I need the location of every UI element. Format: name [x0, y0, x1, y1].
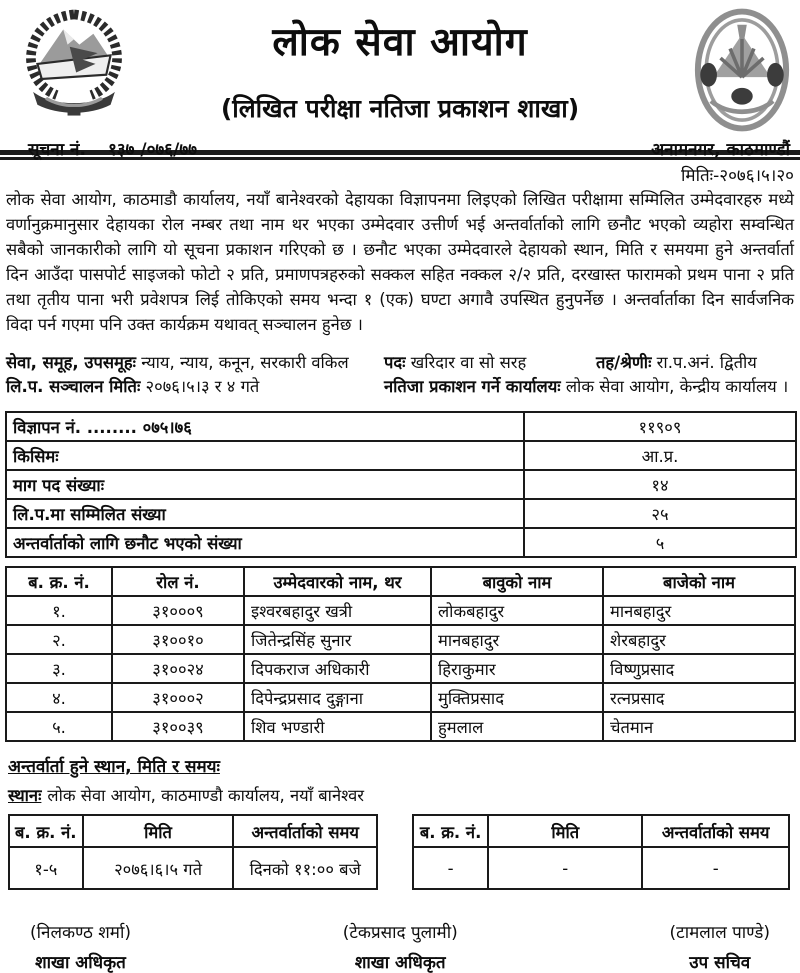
- column-header: बाजेको नाम: [603, 567, 795, 596]
- father-name: मानबहादुर: [431, 625, 603, 654]
- roll-no: ३१०००२: [112, 683, 244, 712]
- table-row: [413, 847, 789, 889]
- signatory-name: (निलकण्ठ शर्मा): [30, 923, 131, 943]
- serial-no: ४.: [6, 683, 112, 712]
- column-header: मिति: [83, 815, 234, 847]
- column-header: मिति: [488, 815, 642, 847]
- serial-no: ३.: [6, 654, 112, 683]
- notice-body-paragraph: लोक सेवा आयोग, काठमाडौ कार्यालय, नयाँ बानेश्वरको देहायका विज्ञापनमा लिइएको लिखित परीक्षामा सम्मिलित उम्मेदवारहरु मध्ये वर्णानुक्रमानुसार देहायका रोल नम्बर तथा नाम थर भएका उम्मेदवार उत्तीर्ण भई अन्तर्वार्ताको लागि छनौट भएको व्यहोरा सम्वन्धित सबैको जानकारीको लागि यो सूचना प्रकाशन गरिएको छ । छनौट भएका उम्मेदवारले देहायको स्थान, मिति र समयमा हुने अन्तर्वार्ता दिन आउँदा पासपोर्ट साइजको फोटो २ प्रति, प्रमाणपत्रहरुको सक्कल सहित नक्कल २/२ प्रति, दरखास्त फारामको प्रथम पाना २ प्रति तथा तृतीय पाना भरी प्रवेशपत्र लिई तोकिएको समय भन्दा १ (एक) घण्टा अगावै उपस्थित हुनुपर्नेछ । अन्तर्वार्ताका दिन सार्वजनिक विदा पर्न गएमा पनि उक्त कार्यक्रम यथावत् सञ्चालन हुनेछ ।: [6, 190, 794, 334]
- signatory: [670, 920, 771, 973]
- level-label: तह/श्रेणीः: [596, 353, 652, 372]
- nepal-coat-of-arms-icon: [20, 8, 128, 126]
- signatory-name: (टामलाल पाण्डे): [669, 923, 770, 943]
- column-header: ब. क्र. नं.: [9, 815, 83, 847]
- grandfather-name: चेतमान: [603, 712, 795, 741]
- grandfather-name: मानबहादुर: [603, 596, 795, 625]
- schedule-table-left: [8, 814, 378, 890]
- table-row: [6, 528, 796, 557]
- table-row: [6, 441, 796, 470]
- column-header: ब. क्र. नं.: [413, 815, 488, 847]
- father-name: मुक्तिप्रसाद: [431, 683, 603, 712]
- interview-date: २०७६।६।५ गते: [83, 847, 234, 889]
- exam-date-value: २०७६।५।३ र ४ गते: [145, 377, 260, 396]
- column-header: रोल नं.: [112, 567, 244, 596]
- column-header: बावुको नाम: [431, 567, 603, 596]
- exam-date: [6, 375, 384, 399]
- table-row: [6, 712, 795, 741]
- table-row: [6, 596, 795, 625]
- schedule-table-right: [412, 814, 790, 890]
- exam-date-label: लि.प. सञ्चालन मितिः: [6, 377, 141, 396]
- father-name: हिराकुमार: [431, 654, 603, 683]
- selected-candidates-table: [5, 566, 796, 742]
- signatory-title: शाखा अधिकृत: [35, 953, 126, 973]
- table-header-row: [413, 815, 789, 847]
- interview-location-label: स्थानः: [8, 786, 42, 805]
- interview-section-heading: अन्तर्वार्ता हुने स्थान, मिति र समयः: [8, 757, 220, 777]
- notice-number: [28, 137, 197, 160]
- level: [596, 351, 794, 375]
- table-header-row: [9, 815, 377, 847]
- column-header: ब. क्र. नं.: [6, 567, 112, 596]
- interview-time: दिनको ११:०० बजे: [233, 847, 377, 889]
- service-group-value: न्याय, न्याय, कनून, सरकारी वकिल: [141, 353, 349, 372]
- detail-label: माग पद संख्याः: [6, 470, 524, 499]
- org-title: लोक सेवा आयोग: [272, 20, 528, 65]
- father-name: लोकबहादुर: [431, 596, 603, 625]
- detail-value: ११९०९: [524, 412, 796, 441]
- roll-no: ३१००३९: [112, 712, 244, 741]
- signature-block: [30, 920, 770, 973]
- post: [384, 351, 596, 375]
- detail-value: १४: [524, 470, 796, 499]
- column-header: अन्तर्वार्ताको समय: [642, 815, 789, 847]
- serial-range: -: [413, 847, 488, 889]
- serial-no: २.: [6, 625, 112, 654]
- table-row: [6, 470, 796, 499]
- advertisement-details-table: [5, 411, 797, 558]
- document-header: [0, 0, 800, 160]
- candidate-name: शिव भण्डारी: [244, 712, 431, 741]
- table-header-row: [6, 567, 795, 596]
- candidate-name: दिपकराज अधिकारी: [244, 654, 431, 683]
- interview-location-value: लोक सेवा आयोग, काठमाण्डौ कार्यालय, नयाँ बानेश्वर: [47, 786, 365, 805]
- level-value: रा.प.अनं. द्वितीय: [656, 353, 757, 372]
- column-header: अन्तर्वार्ताको समय: [233, 815, 377, 847]
- detail-label: लि.प.मा सम्मिलित संख्या: [6, 499, 524, 528]
- candidate-name: जितेन्द्रसिंह सुनार: [244, 625, 431, 654]
- notice-number-value: १३७ /०७६/७७: [107, 140, 197, 160]
- detail-value: २५: [524, 499, 796, 528]
- roll-no: ३१०००९: [112, 596, 244, 625]
- roll-no: ३१००१०: [112, 625, 244, 654]
- office-address: अनामनगर, काठमाण्डौं: [651, 140, 790, 160]
- father-name: हुमलाल: [431, 712, 603, 741]
- column-header: उम्मेदवारको नाम, थर: [244, 567, 431, 596]
- interview-location: [8, 783, 800, 806]
- signatory-title: उप सचिव: [689, 953, 751, 973]
- grandfather-name: रत्नप्रसाद: [603, 683, 795, 712]
- table-row: [6, 625, 795, 654]
- roll-no: ३१००२४: [112, 654, 244, 683]
- table-row: [6, 654, 795, 683]
- signatory: [343, 920, 458, 973]
- detail-label: किसिमः: [6, 441, 524, 470]
- serial-range: १-५: [9, 847, 83, 889]
- table-row: [6, 412, 796, 441]
- detail-label: अन्तर्वार्ताको लागि छनौट भएको संख्या: [6, 528, 524, 557]
- publish-date: मितिः-२०७६।५।२०: [681, 166, 794, 186]
- notice-meta-row: [0, 137, 800, 160]
- post-label: पदः: [384, 353, 406, 372]
- post-value: खरिदार वा सो सरह: [410, 353, 527, 372]
- serial-no: १.: [6, 596, 112, 625]
- signatory: [30, 920, 131, 973]
- interview-time: -: [642, 847, 789, 889]
- candidate-name: दिपेन्द्रप्रसाद दुङ्गाना: [244, 683, 431, 712]
- candidate-name: इश्वरबहादुर खत्री: [244, 596, 431, 625]
- table-row: [6, 683, 795, 712]
- service-group-label: सेवा, समूह, उपसमूहः: [6, 353, 136, 372]
- lok-sewa-aayog-emblem-icon: [694, 8, 790, 136]
- grandfather-name: विष्णुप्रसाद: [603, 654, 795, 683]
- detail-label: विज्ञापन नं. ........ ०७५।७६: [6, 412, 524, 441]
- table-row: [6, 499, 796, 528]
- interview-schedule: [8, 814, 800, 890]
- signatory-name: (टेकप्रसाद पुलामी): [342, 923, 458, 943]
- branch-subtitle: (लिखित परीक्षा नतिजा प्रकाशन शाखा): [220, 94, 580, 123]
- service-info: [6, 351, 794, 399]
- detail-value: ५: [524, 528, 796, 557]
- interview-date: -: [488, 847, 642, 889]
- signatory-title: शाखा अधिकृत: [354, 953, 446, 973]
- table-row: [9, 847, 377, 889]
- grandfather-name: शेरबहादुर: [603, 625, 795, 654]
- publishing-office-value: लोक सेवा आयोग, केन्द्रीय कार्यालय ।: [565, 377, 789, 396]
- notice-number-label: सूचना नं.: [28, 140, 86, 160]
- detail-value: आ.प्र.: [524, 441, 796, 470]
- serial-no: ५.: [6, 712, 112, 741]
- publishing-office: [384, 375, 794, 399]
- service-group: [6, 351, 384, 375]
- publishing-office-label: नतिजा प्रकाशन गर्ने कार्यालयः: [384, 377, 561, 396]
